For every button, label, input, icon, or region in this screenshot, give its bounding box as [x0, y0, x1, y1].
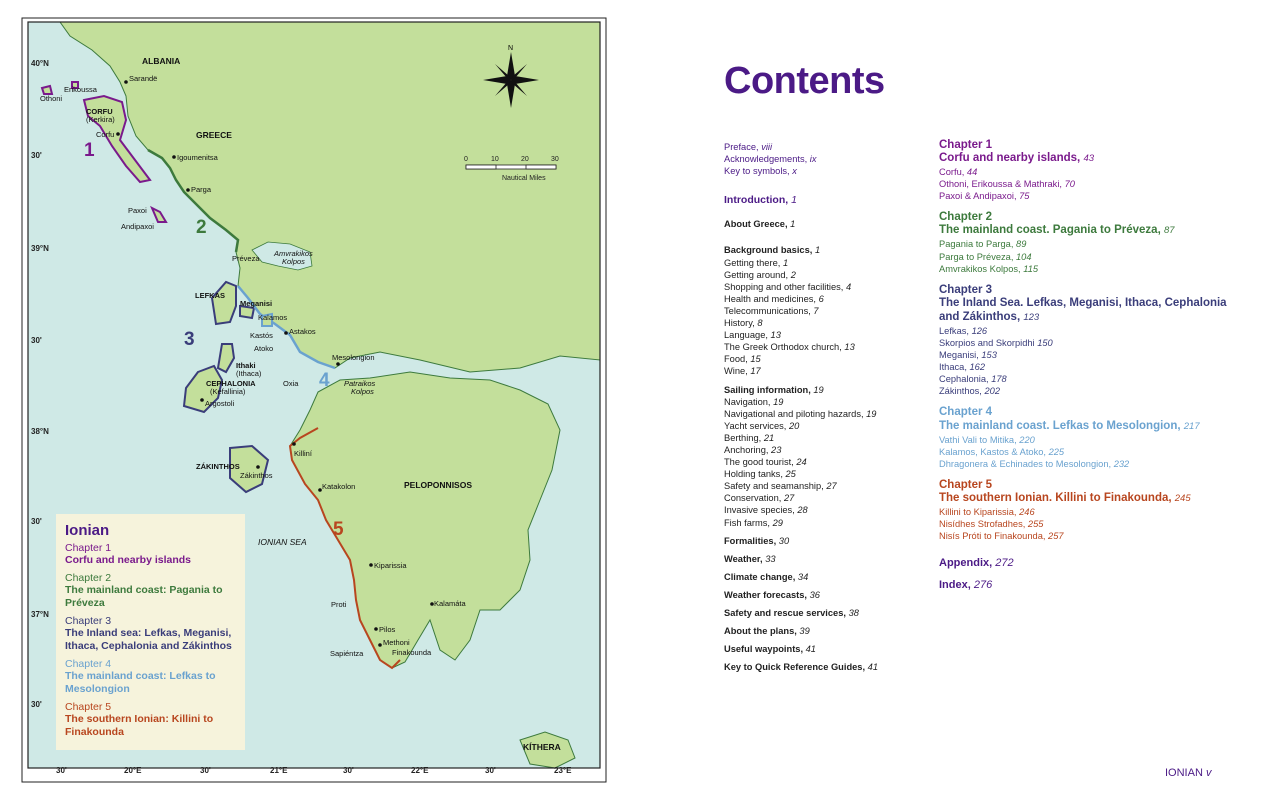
- toc-page: 41: [805, 644, 816, 655]
- toc-entry-text: Wine,: [724, 366, 748, 377]
- toc-page: 123: [1023, 311, 1040, 323]
- toc-page: 38: [848, 608, 859, 618]
- toc-page: 8: [757, 318, 763, 329]
- place-label: Mesolongion: [332, 353, 375, 362]
- toc-page: 13: [770, 330, 781, 341]
- place-label: Ithaki: [236, 361, 256, 370]
- toc-entry[interactable]: [724, 492, 934, 504]
- toc-chapters: [939, 139, 1239, 542]
- toc-page: 75: [1019, 191, 1030, 202]
- toc-entry[interactable]: [939, 518, 1239, 530]
- chapter-title-text: Corfu and nearby islands,: [939, 152, 1081, 165]
- toc-entry-text: About Greece,: [724, 219, 788, 230]
- legend-chapter: Chapter 5: [65, 701, 112, 713]
- lat-label: 37°N: [31, 610, 49, 619]
- scale-tick: 0: [464, 156, 468, 163]
- toc-entry[interactable]: [724, 269, 934, 281]
- toc-entry[interactable]: [939, 325, 1239, 337]
- legend-chapter: Chapter 3: [65, 615, 112, 627]
- place-label: Andipaxoi: [121, 222, 154, 231]
- toc-entry-text: Holding tanks,: [724, 469, 783, 480]
- toc-entry-text: Zákinthos,: [939, 386, 982, 397]
- place-label: Préveza: [232, 254, 260, 263]
- toc-entry[interactable]: [724, 480, 934, 492]
- lon-label: 21°E: [270, 766, 288, 775]
- toc-entry[interactable]: [724, 305, 934, 317]
- contents-right-column: [939, 139, 1239, 591]
- toc-entry[interactable]: [724, 468, 934, 480]
- toc-page: x: [792, 166, 797, 177]
- toc-page: 19: [773, 396, 784, 407]
- toc-entry[interactable]: [724, 553, 934, 565]
- place-label: CORFU: [86, 107, 113, 116]
- toc-entry[interactable]: [939, 557, 1239, 569]
- chapter-title[interactable]: [939, 491, 1239, 506]
- toc-page: 44: [966, 167, 978, 178]
- toc-page: viii: [761, 142, 773, 152]
- toc-page: 34: [797, 571, 809, 582]
- north-label: N: [508, 45, 514, 52]
- toc-entry[interactable]: [939, 385, 1239, 397]
- chapter-number-3: 3: [184, 329, 195, 350]
- lat-label: 39°N: [31, 244, 49, 253]
- toc-entry[interactable]: [724, 420, 934, 432]
- region-label-peloponnisos: PELOPONNISOS: [404, 480, 473, 490]
- toc-entry[interactable]: [724, 643, 934, 655]
- toc-entry-text: Index,: [939, 579, 971, 592]
- place-label: Othoni: [40, 94, 63, 103]
- place-label: Sarandë: [129, 74, 158, 83]
- legend-desc: The southern Ionian: Killini to Finakounda: [65, 713, 214, 738]
- toc-entry[interactable]: [724, 444, 934, 456]
- toc-page: 150: [1037, 337, 1053, 348]
- toc-entry-text: Telecommunications,: [724, 305, 811, 316]
- legend-desc: The Inland sea: Lefkas, Meganisi, Ithaca, Cephalonia and Zákinthos: [65, 627, 232, 652]
- toc-page: 28: [797, 505, 808, 516]
- toc-entry-text: Weather forecasts,: [724, 589, 808, 600]
- toc-page: 1: [782, 257, 789, 268]
- chapter-heading: Chapter 1: [939, 139, 993, 151]
- toc-entry[interactable]: [724, 535, 934, 547]
- chapter-block: [939, 139, 1239, 202]
- chapter-number-2: 2: [196, 217, 207, 238]
- place-label: Finakounda: [392, 648, 432, 657]
- toc-entry-text: Kalamos, Kastos & Atoko,: [939, 446, 1046, 457]
- place-label: (Kerkira): [86, 115, 115, 124]
- toc-entry-text: Language,: [724, 330, 768, 341]
- lon-label: 30': [56, 766, 67, 775]
- place-label: Kalamos: [258, 313, 288, 322]
- toc-entry-text: Health and medicines,: [724, 293, 816, 304]
- place-label: Parga: [191, 185, 212, 194]
- toc-entry[interactable]: [939, 238, 1239, 250]
- chapter-title[interactable]: [939, 151, 1239, 166]
- place-label: Katakolon: [322, 482, 356, 491]
- lat-label: 30': [31, 336, 42, 345]
- toc-entry-text: Climate change,: [724, 571, 796, 582]
- region-label-greece: GREECE: [196, 130, 232, 140]
- toc-page: 29: [772, 517, 783, 528]
- toc-entry[interactable]: [724, 317, 934, 329]
- toc-page: 13: [844, 342, 855, 353]
- place-label: Killiní: [294, 449, 312, 458]
- toc-page: 104: [1016, 251, 1032, 262]
- toc-entry[interactable]: [939, 337, 1239, 349]
- toc-entry[interactable]: [939, 178, 1239, 190]
- place-label: Patraikos: [344, 379, 376, 388]
- toc-page: 153: [981, 350, 997, 361]
- toc-entry[interactable]: [724, 293, 934, 305]
- toc-page: 1: [790, 219, 796, 230]
- toc-entry-text: Invasive species,: [724, 505, 795, 516]
- toc-page: 232: [1113, 458, 1130, 469]
- toc-entry-text: About the plans,: [724, 626, 797, 637]
- toc-entry-text: Vathi Vali to Mitika,: [939, 434, 1017, 445]
- toc-page: 19: [813, 384, 824, 395]
- toc-entry-text: Navigation,: [724, 396, 771, 407]
- map-legend: [56, 514, 245, 750]
- place-label: Corfu: [96, 130, 115, 139]
- toc-page: 220: [1019, 434, 1035, 445]
- toc-entry[interactable]: [724, 408, 934, 420]
- toc-entry[interactable]: [724, 625, 934, 637]
- page-number: v: [1205, 767, 1212, 779]
- place-label: Astakos: [289, 327, 316, 336]
- toc-page: 126: [971, 325, 988, 336]
- place-label: Kiparissia: [374, 561, 407, 570]
- toc-entry[interactable]: [724, 329, 934, 341]
- chapter-title[interactable]: [939, 419, 1239, 434]
- lon-label: 20°E: [124, 766, 142, 775]
- toc-page: 41: [867, 662, 878, 673]
- othoni-island: [42, 86, 52, 94]
- toc-entry-text: Othoni, Erikoussa & Mathraki,: [939, 179, 1062, 190]
- toc-entry[interactable]: [939, 190, 1239, 202]
- chapter-title-text: The southern Ionian. Killini to Finakounda,: [939, 491, 1172, 504]
- toc-entry-text: Acknowledgements,: [724, 154, 808, 165]
- place-label: Kastós: [250, 331, 273, 340]
- toc-page: 30: [778, 535, 790, 546]
- toc-page: 87: [1163, 225, 1175, 237]
- toc-entry[interactable]: [724, 244, 934, 256]
- lon-label: 30': [485, 766, 496, 775]
- toc-entry-text: Weather,: [724, 553, 763, 564]
- toc-page: 25: [785, 469, 796, 480]
- toc-entry-text: Key to Quick Reference Guides,: [724, 662, 866, 673]
- toc-page: 2: [790, 269, 796, 280]
- scale-tick: 10: [491, 156, 499, 163]
- toc-entry-text: Fish farms,: [724, 517, 770, 528]
- toc-entry-text: Getting around,: [724, 269, 789, 280]
- place-label: Paxoi: [128, 206, 147, 215]
- chapter-title[interactable]: [939, 296, 1239, 325]
- toc-entry[interactable]: [939, 458, 1239, 470]
- toc-page: 36: [809, 589, 820, 600]
- toc-entry-text: Background basics,: [724, 245, 813, 256]
- place-label: Kolpos: [351, 387, 374, 396]
- place-label: Atoko: [254, 344, 274, 353]
- toc-entry-text: History,: [724, 318, 755, 329]
- legend-title: Ionian: [65, 522, 110, 539]
- toc-entry-text: Lefkas,: [939, 325, 969, 336]
- toc-sections: [724, 535, 934, 674]
- toc-entry[interactable]: [724, 153, 934, 165]
- toc-entry[interactable]: [724, 504, 934, 516]
- toc-page: 245: [1174, 492, 1191, 504]
- lat-label: 30': [31, 517, 42, 526]
- chapter-title[interactable]: [939, 223, 1239, 238]
- chapter-block: [939, 406, 1239, 469]
- toc-entry-text: Useful waypoints,: [724, 644, 804, 655]
- lat-label: 40°N: [31, 59, 49, 68]
- toc-page: 33: [765, 553, 776, 564]
- sea-label: IONIAN SEA: [258, 537, 307, 547]
- toc-page: 202: [984, 386, 1000, 397]
- chapter-title-text: The mainland coast. Lefkas to Mesolongion,: [939, 419, 1181, 432]
- toc-sublist: [724, 396, 934, 529]
- toc-entry-text: Appendix,: [939, 557, 993, 570]
- toc-entry[interactable]: [939, 373, 1239, 385]
- toc-entry[interactable]: [724, 165, 934, 177]
- toc-page: 1: [791, 194, 797, 207]
- legend-desc: The mainland coast: Pagania to Préveza: [65, 584, 223, 609]
- toc-page: 6: [818, 293, 824, 304]
- legend-item: [65, 658, 236, 696]
- legend-chapter: Chapter 4: [65, 658, 112, 670]
- toc-entry[interactable]: [939, 579, 1239, 591]
- toc-entry[interactable]: [939, 251, 1239, 263]
- place-label: Kalamáta: [434, 599, 466, 608]
- toc-entry[interactable]: [939, 166, 1239, 178]
- toc-entry-text: Cephalonia,: [939, 374, 989, 385]
- lat-label: 38°N: [31, 427, 49, 436]
- lon-label: 22°E: [411, 766, 429, 775]
- legend-chapter: Chapter 1: [65, 542, 112, 554]
- toc-page: 276: [973, 579, 993, 592]
- toc-entry-text: The good tourist,: [724, 457, 794, 468]
- toc-page: 15: [750, 354, 761, 365]
- toc-entry-text: Key to symbols,: [724, 166, 790, 177]
- toc-entry-text: Yacht services,: [724, 420, 787, 431]
- toc-entry-text: Skorpios and Skorpidhi: [939, 337, 1035, 348]
- place-label: Proti: [331, 600, 347, 609]
- toc-page: 23: [771, 444, 782, 455]
- toc-page: 178: [991, 374, 1007, 385]
- toc-page: 27: [826, 481, 837, 492]
- toc-entry-text: Corfu,: [939, 167, 965, 178]
- legend-item: [65, 572, 236, 610]
- toc-page: 217: [1183, 420, 1200, 432]
- scale-tick: 30: [551, 156, 559, 163]
- toc-entry-text: Meganisi,: [939, 350, 979, 361]
- place-label: Amvrakikos: [274, 249, 313, 258]
- toc-page: 19: [866, 408, 877, 419]
- toc-entry[interactable]: [724, 365, 934, 377]
- toc-page: 7: [813, 305, 819, 316]
- toc-entry[interactable]: [724, 341, 934, 353]
- toc-entry-text: Amvrakikos Kolpos,: [939, 263, 1021, 274]
- place-label: Meganisi: [240, 299, 273, 308]
- place-label: Kolpos: [282, 257, 305, 266]
- chapter-heading: Chapter 3: [939, 283, 993, 296]
- chapter-number-5: 5: [333, 519, 344, 540]
- chapter-number-4: 4: [319, 370, 330, 391]
- toc-page: 162: [969, 362, 986, 373]
- place-label: Sapiéntza: [330, 649, 364, 658]
- toc-entry[interactable]: [724, 607, 934, 619]
- legend-item: [65, 615, 236, 653]
- toc-page: 24: [796, 457, 807, 468]
- toc-entry-text: Formalities,: [724, 535, 777, 546]
- toc-sublist: [724, 257, 934, 378]
- toc-entry[interactable]: [724, 281, 934, 293]
- toc-page: 246: [1019, 506, 1035, 517]
- toc-page: 225: [1048, 446, 1065, 457]
- region-label-kithera: KÍTHERA: [523, 742, 561, 752]
- toc-entry[interactable]: [939, 446, 1239, 458]
- toc-page: 89: [1016, 239, 1027, 250]
- toc-entry-text: Dhragonera & Echinades to Mesolongion,: [939, 458, 1112, 469]
- toc-page: 17: [750, 366, 761, 377]
- toc-entry-text: The Greek Orthodox church,: [724, 342, 842, 353]
- toc-entry[interactable]: [724, 517, 934, 529]
- scale-tick: 20: [521, 156, 529, 163]
- place-label: Erikoussa: [64, 85, 97, 94]
- toc-entry-text: Killini to Kiparissia,: [939, 506, 1017, 517]
- chapter-heading: Chapter 4: [939, 406, 993, 419]
- place-label: Pilos: [379, 625, 396, 634]
- chapter-block: [939, 211, 1239, 274]
- toc-entry-text: Sailing information,: [724, 384, 811, 395]
- region-label-albania: ALBANIA: [142, 56, 181, 66]
- place-label: CEPHALONIA: [206, 379, 256, 388]
- chapter-heading: Chapter 5: [939, 478, 993, 491]
- page-footer: [1165, 767, 1211, 779]
- lat-label: 30': [31, 700, 42, 709]
- scale-unit: Nautical Miles: [502, 175, 546, 182]
- toc-entry-text: Shopping and other facilities,: [724, 281, 844, 292]
- chapter-number-1: 1: [84, 140, 95, 161]
- place-label: (Ithaca): [236, 369, 262, 378]
- toc-entry[interactable]: [724, 194, 934, 206]
- toc-entry-text: Nisís Próti to Finakounda,: [939, 531, 1046, 542]
- chapter-block: [939, 479, 1239, 542]
- toc-entry[interactable]: [939, 506, 1239, 518]
- toc-entry-text: Nisídhes Strofadhes,: [939, 518, 1026, 529]
- toc-entry[interactable]: [724, 218, 934, 230]
- toc-entry[interactable]: [939, 530, 1239, 542]
- toc-page: 4: [845, 281, 852, 292]
- toc-page: 272: [995, 557, 1014, 570]
- legend-item: [65, 542, 236, 567]
- toc-entry[interactable]: [939, 349, 1239, 361]
- toc-entry[interactable]: [724, 257, 934, 269]
- toc-entry-text: Parga to Préveza,: [939, 251, 1014, 262]
- toc-page: 20: [788, 420, 800, 431]
- legend-desc: The mainland coast: Lefkas to Mesolongion: [65, 670, 216, 695]
- chapter-heading: Chapter 2: [939, 211, 993, 224]
- toc-entry[interactable]: [939, 263, 1239, 275]
- lon-label: 30': [343, 766, 354, 775]
- page-title: Contents: [724, 60, 885, 102]
- place-label: Zákinthos: [240, 471, 273, 480]
- toc-entry[interactable]: [724, 396, 934, 408]
- toc-entry-text: Navigational and piloting hazards,: [724, 408, 864, 419]
- chapter-block: [939, 284, 1239, 398]
- legend-item: [65, 701, 236, 739]
- lat-label: 30': [31, 151, 42, 160]
- toc-entry-text: Ithaca,: [939, 362, 967, 373]
- toc-entry-text: Safety and seamanship,: [724, 481, 824, 492]
- toc-entry-text: Paxoi & Andipaxoi,: [939, 191, 1017, 202]
- toc-entry[interactable]: [724, 589, 934, 601]
- toc-page: 21: [763, 432, 775, 443]
- toc-entry-text: Pagania to Parga,: [939, 239, 1014, 250]
- legend-chapter: Chapter 2: [65, 572, 112, 584]
- toc-entry[interactable]: [939, 434, 1239, 446]
- toc-entry-text: Safety and rescue services,: [724, 608, 846, 618]
- toc-page: ix: [809, 154, 817, 165]
- toc-page: 1: [814, 245, 821, 256]
- place-label: ZÁKINTHOS: [196, 462, 240, 471]
- place-label: Igoumenitsa: [177, 153, 218, 162]
- toc-page: 27: [783, 493, 795, 504]
- place-label: LEFKAS: [195, 291, 225, 300]
- toc-entry[interactable]: [724, 661, 934, 673]
- place-label: (Kefallinia): [210, 387, 246, 396]
- toc-entry[interactable]: [724, 141, 934, 153]
- footer-text: IONIAN: [1165, 767, 1203, 779]
- toc-entry[interactable]: [724, 571, 934, 583]
- toc-entry[interactable]: [724, 456, 934, 468]
- place-label: Oxia: [283, 379, 299, 388]
- toc-page: 70: [1064, 179, 1075, 190]
- place-label: Argostoli: [205, 399, 235, 408]
- toc-page: 39: [799, 626, 810, 637]
- toc-entry-text: Introduction,: [724, 194, 789, 207]
- toc-entry-text: Conservation,: [724, 493, 782, 504]
- toc-page: 43: [1083, 153, 1095, 165]
- toc-entry[interactable]: [724, 384, 934, 396]
- toc-page: 255: [1027, 518, 1044, 529]
- chapter-title-text: The mainland coast. Pagania to Préveza,: [939, 224, 1161, 237]
- toc-entry[interactable]: [724, 353, 934, 365]
- legend-desc: Corfu and nearby islands: [65, 554, 192, 566]
- chapter-title-text: The Inland Sea. Lefkas, Meganisi, Ithaca, Cephalonia and Zákinthos,: [939, 296, 1227, 323]
- lon-label: 30': [200, 766, 211, 775]
- toc-page: 257: [1048, 531, 1064, 542]
- toc-entry-text: Berthing,: [724, 432, 762, 443]
- toc-page: 115: [1023, 263, 1039, 274]
- toc-entry-text: Getting there,: [724, 257, 781, 268]
- toc-entry-text: Food,: [724, 354, 748, 365]
- toc-entry[interactable]: [724, 432, 934, 444]
- lon-label: 23°E: [554, 766, 572, 775]
- place-label: Methoni: [383, 638, 410, 647]
- toc-entry-text: Preface,: [724, 142, 759, 152]
- toc-entry-text: Anchoring,: [724, 444, 769, 455]
- contents-left-column: [724, 141, 934, 673]
- toc-entry[interactable]: [939, 361, 1239, 373]
